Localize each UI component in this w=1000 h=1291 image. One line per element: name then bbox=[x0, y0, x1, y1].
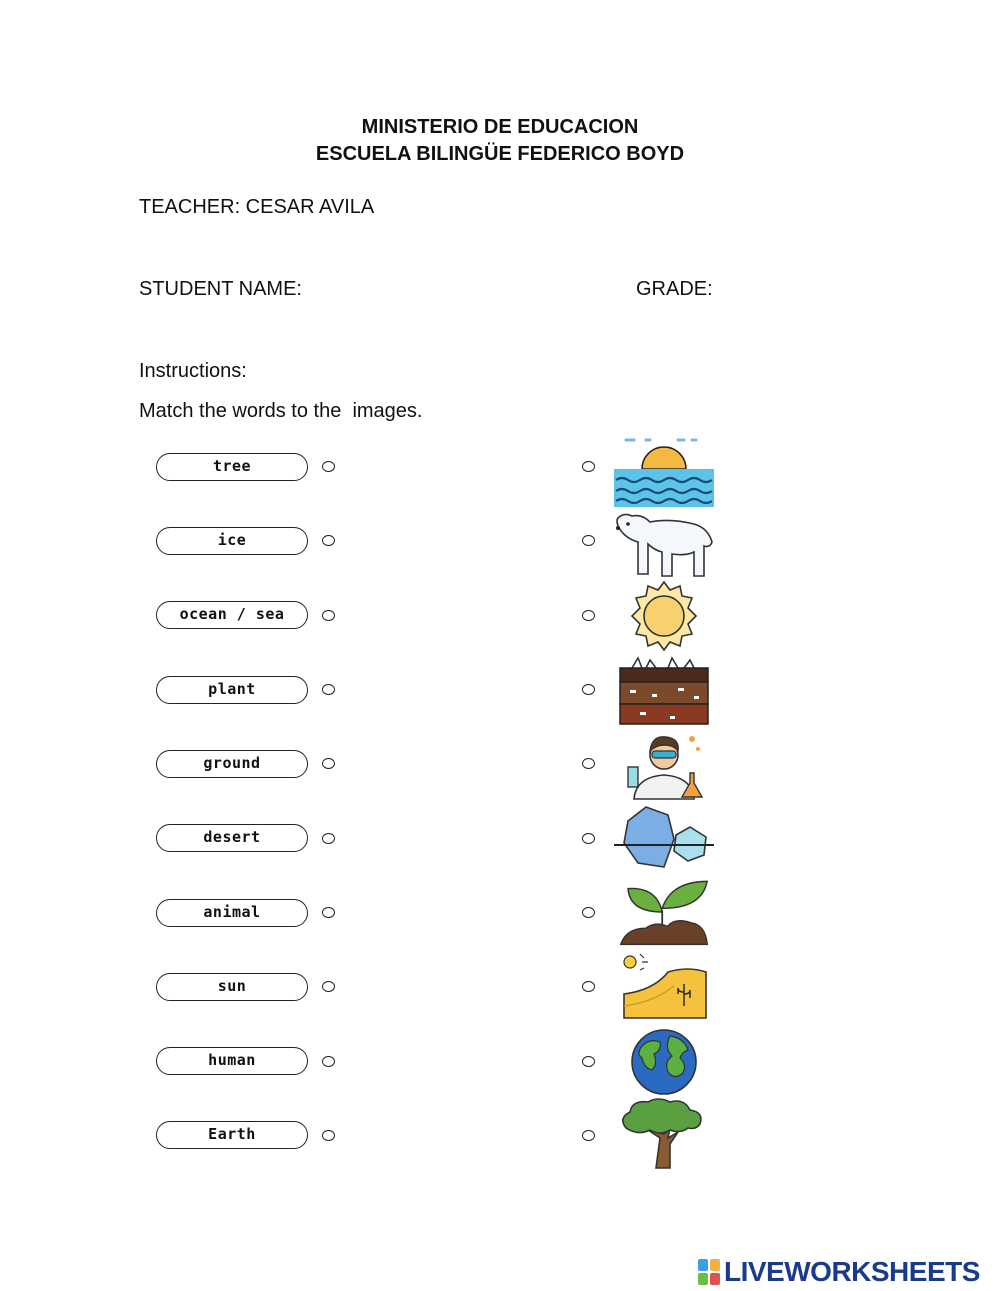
match-dot-right[interactable] bbox=[582, 833, 595, 844]
match-dot-right[interactable] bbox=[582, 461, 595, 472]
match-dot-left[interactable] bbox=[322, 907, 335, 918]
word-box: human bbox=[156, 1047, 308, 1075]
ground-soil-icon bbox=[612, 654, 716, 726]
match-dot-right[interactable] bbox=[582, 610, 595, 621]
match-dot-right[interactable] bbox=[582, 1056, 595, 1067]
word-box: sun bbox=[156, 973, 308, 1001]
ocean-sunset-icon bbox=[612, 436, 716, 508]
iceberg-icon bbox=[612, 801, 716, 873]
header-line-2: ESCUELA BILINGÜE FEDERICO BOYD bbox=[315, 143, 685, 165]
match-dot-right[interactable] bbox=[582, 535, 595, 546]
liveworksheets-logo bbox=[698, 1256, 980, 1288]
match-dot-left[interactable] bbox=[322, 535, 335, 546]
match-dot-left[interactable] bbox=[322, 981, 335, 992]
word-box: tree bbox=[156, 453, 308, 481]
sun-icon bbox=[612, 580, 716, 652]
match-dot-left[interactable] bbox=[322, 461, 335, 472]
match-dot-left[interactable] bbox=[322, 833, 335, 844]
earth-globe-icon bbox=[612, 1024, 716, 1096]
word-box: ground bbox=[156, 750, 308, 778]
word-box: plant bbox=[156, 676, 308, 704]
polar-bear-icon bbox=[612, 508, 716, 580]
instructions-text: Match the words to the images. bbox=[139, 400, 423, 422]
plant-sprout-icon bbox=[612, 876, 716, 948]
word-box: desert bbox=[156, 824, 308, 852]
tree-icon bbox=[612, 1098, 716, 1170]
liveworksheets-logo-text: LIVEWORKSHEETS bbox=[724, 1256, 980, 1287]
header-line-1: MINISTERIO DE EDUCACION bbox=[361, 116, 639, 138]
match-dot-right[interactable] bbox=[582, 907, 595, 918]
desert-icon bbox=[612, 950, 716, 1022]
instructions-label: Instructions: bbox=[139, 360, 247, 382]
grade-label: GRADE: bbox=[636, 278, 713, 300]
match-dot-left[interactable] bbox=[322, 758, 335, 769]
match-dot-right[interactable] bbox=[582, 981, 595, 992]
word-box: ocean / sea bbox=[156, 601, 308, 629]
scientist-human-icon bbox=[612, 729, 716, 801]
match-dot-right[interactable] bbox=[582, 684, 595, 695]
match-dot-right[interactable] bbox=[582, 1130, 595, 1141]
match-dot-left[interactable] bbox=[322, 684, 335, 695]
word-box: animal bbox=[156, 899, 308, 927]
match-dot-left[interactable] bbox=[322, 1130, 335, 1141]
match-dot-right[interactable] bbox=[582, 758, 595, 769]
word-box: Earth bbox=[156, 1121, 308, 1149]
student-name-label: STUDENT NAME: bbox=[139, 278, 302, 300]
liveworksheets-logo-icon bbox=[698, 1259, 720, 1285]
word-box: ice bbox=[156, 527, 308, 555]
match-dot-left[interactable] bbox=[322, 1056, 335, 1067]
match-dot-left[interactable] bbox=[322, 610, 335, 621]
teacher-label: TEACHER: CESAR AVILA bbox=[139, 196, 375, 218]
